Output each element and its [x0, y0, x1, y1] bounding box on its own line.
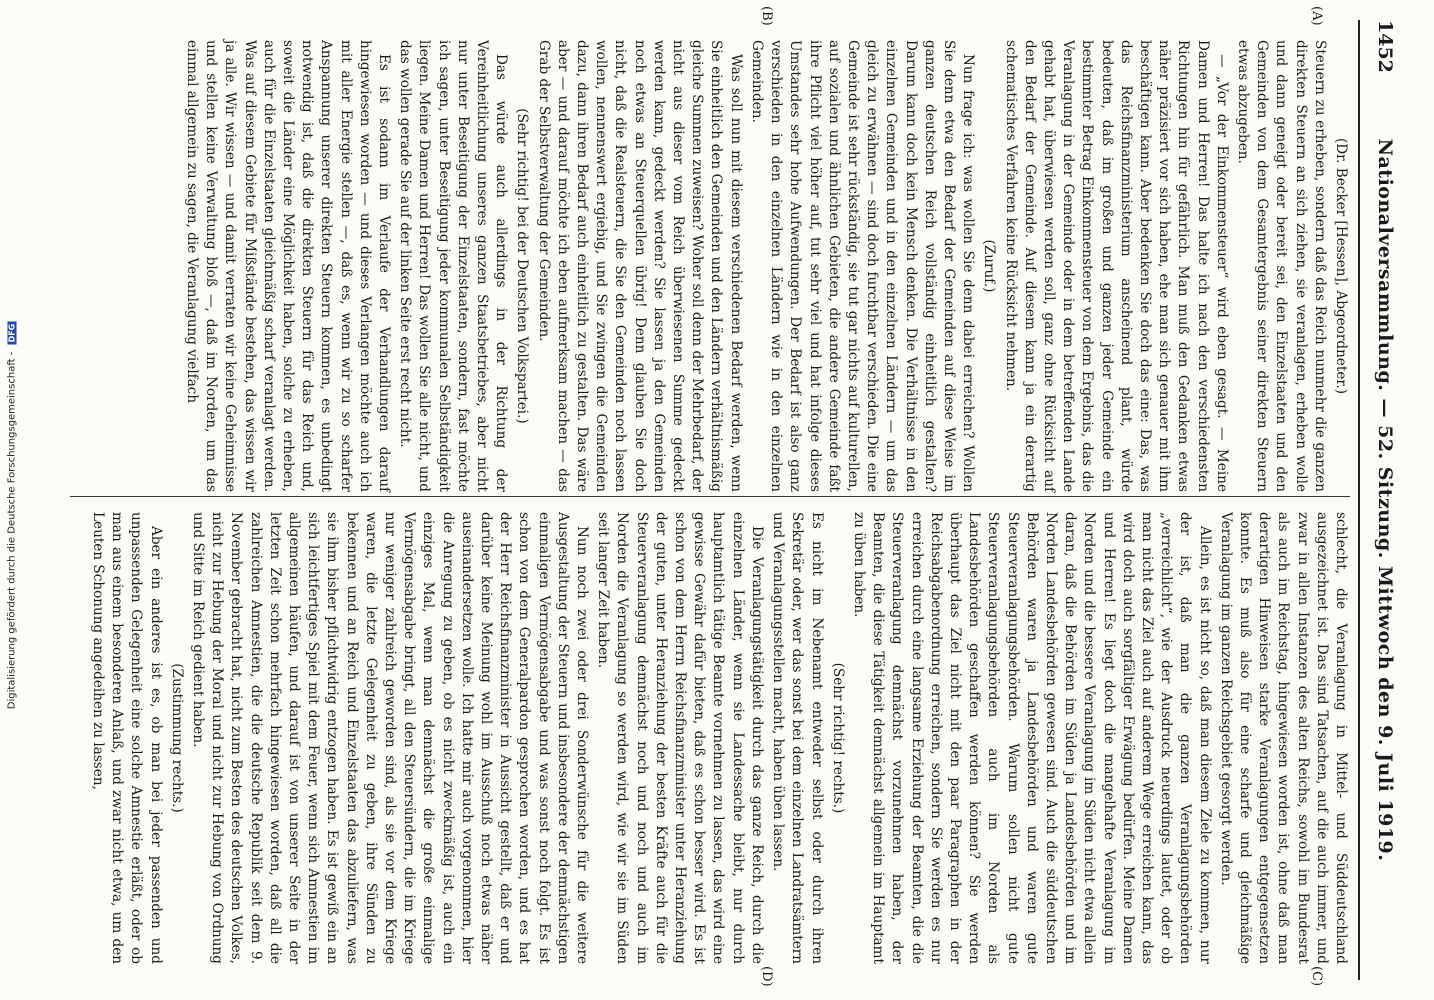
paragraph: Nun frage ich: was wollen Sie denn dabei erreichen? Wollen Sie denn etwa den Bedarf der Gemeinden auf diese Weise im ganzen deutschen Reich vollständig einheitlich gestalten? Darum kann doch kein Mensch denken. Die Verhältnisse in den einzelnen Gemeinden und in den einzelnen Ländern — um das gleich zu erwähnen — sind doch furchtbar verschieden. Die eine Gemeinde ist sehr rückständig, sie tut gar nichts auf kulturellen, auf sozialen und ähnlichen Gebieten, die andere Gemeinde faßt ihre Pflicht viel höher auf, tut sehr viel und hat infolge dieses Umstandes sehr hohe Aufwendungen. Der Bedarf ist also ganz verschieden in den einzelnen Ländern wie in den einzelnen Gemeinden.: [748, 40, 977, 492]
paragraph: Nun noch zwei oder drei Sonderwünsche für die weitere Ausgestaltung der Steuern und insbesondere der demnächstigen einmaligen Vermögensabgabe und was sonst noch folgt. Es ist schon von dem Generalpardon gesprochen worden, und es hat der Herr Reichsfinanzminister in Aussicht gestellt, daß er und darüber keine Meinung wohl im Ausschuß noch etwas näher auseinandersetzen wolle. Ich hatte mir auch vorgenommen, hier die Anregung zu geben, ob es nicht zweckmäßig ist, auch ein einziges Mal, wenn man demnächst die große einmalige Vermögensabgabe bringt, all den Steuersündern, die im Kriege nur weniger zahlreich geworden sind, als sie vor dem Kriege waren, die letzte Gelegenheit zu geben, ihre Sünden zu bekennen und an Reich und Einzelstaaten das abzuliefern, was sie ihm bisher pflichtwidrig entzogen haben. Es ist gewiß ein an sich leichtfertiges Spiel mit dem Feuer, wenn sich Amnestien im allgemeinen häufen, und darauf ist von unserer Seite in der letzten Zeit schon mehrfach hingewiesen worden, daß all die zahlreichen Amnestien, die die deutsche Republik seit dem 9. November gebracht hat, nicht zum Besten des deutschen Volkes, nicht zur Hebung der Moral und nicht zur Hebung von Ordnung und Sitte im Reich gedient haben.: [190, 512, 591, 964]
page-header: [1358, 20, 1400, 980]
paragraph: Steuern zu erheben, sondern daß das Reich nunmehr die ganzen direkten Steuern an sich ziehen, sie veranlagen, erheben wolle und dann geneigt oder bereit sei, den Einzelstaaten und den Gemeinden von dem Gesamtergebnis seiner direkten Steuern etwas abzugeben.: [1234, 40, 1328, 492]
paragraph: Die Veranlagungstätigkeit durch das ganze Reich, durch die einzelnen Länder, wenn sie Landessache bleibt, nur durch hauptamtlich tätige Beamte vornehmen zu lassen, das wird eine gewisse Gewähr dafür bieten, daß es schon besser wird. Es ist schon von dem Herrn Reichsfinanzminister unter Heranziehung der guten, unter Heranziehung der besten Kräfte auch für die Steuerveranlagung demnächst noch und noch und auch im Norden die Veranlagung so werden wird, wie wir sie im Süden seit langer Zeit haben.: [595, 512, 765, 964]
digitization-footer: [2, 50, 16, 990]
paragraph: schlecht, die Veranlagung in Mittel- und Süddeutschland ausgezeichnet ist. Das sind Tatsachen, auf die auch immer, und zwar in allen Instanzen des alten Reichs, sowohl im Bundesrat als auch im Reichstag, hingewiesen worden ist, ohne daß man derartigen Hinweisen starke Veranlagungen entgegensetzen konnte. Es muß also für eine scharfe und gleichmäßige Veranlagung im ganzen Reichsgebiet gesorgt werden.: [1217, 512, 1349, 964]
margin-mark-c: (C): [1309, 966, 1324, 987]
interjection: (Sehr richtig! rechts.): [829, 662, 846, 814]
dfg-logo: DFG: [7, 323, 17, 343]
interjection: (Zuruf.): [981, 239, 998, 293]
paragraph: Es nicht im Nebenamt entweder selbst oder durch ihren Sekretär oder, wer das sonst bei dem einzelnen Landratsämtern und Veranlagungsstellen macht, haben üben lassen.: [770, 512, 825, 964]
margin-mark-d: (D): [759, 966, 774, 987]
paragraph: Was soll nun mit diesem verschiedenen Bedarf werden, wenn Sie einheitlich den Gemeinden und den Ländern verhältnismäßig gleiche Summen zuweisen? Woher soll denn der Mehrbedarf, der nicht aus dieser vom Reich überwiesenen Summe gedeckt werden kann, gedeckt werden? Sie lassen ja den Gemeinden noch etwas an Steuerquellen übrig! Denn glauben Sie doch nicht, daß die Realsteuern, die Sie den Gemeinden noch lassen wollen, nennenswert ergiebig, und Sie zwingen die Gemeinden dazu, dann ihren Bedarf auch einheitlich zu gestalten. Das wäre aber — und darauf möchte ich eben aufmerksam machen — das Grab der Selbstverwaltung der Gemeinden.: [535, 40, 744, 492]
interjection: (Sehr richtig! bei der Deutschen Volkspartei.): [514, 108, 531, 424]
page-title: Nationalversammlung. — 52. Sitzung. Mittwoch den 9. Juli 1919.: [1374, 138, 1396, 862]
paragraph: Allein, es ist nicht so, daß man diesem Ziele zu kommen, nur der ist, daß man die ganzen Veranlagungsbehörden „verreichlicht“, wie der Ausdruck neuerdings lautet, oder ob man nicht das Ziel auch auf anderem Wege erreichen kann, das wird doch auch sorgfältiger Erwägung bedürfen. Meine Damen und Herren! Es liegt doch die mangelhafte Veranlagung im Norden und die bessere Veranlagung im Süden nicht etwa allein daran, daß die Behörden im Süden ja Landesbehörden und im Norden Landesbehörden gewesen sind. Auch die süddeutschen Behörden waren ja Landesbehörden und waren gute Steuerveranlagungsbehörden. Warum sollen nicht gute Steuerveranlagungsbehörden auch im Norden als Landesbehörden geschaffen werden können? Sie werden überhaupt das Ziel nicht mit den paar Paragraphen in der Reichsabgabenordnung erreichen, sondern Sie werden es nur erreichen durch eine langsame Erziehung der Beamten, die die Steuerveranlagung demnächst vorzunehmen haben, der Beamten, die diese Tätigkeit demnächst allgemein im Hauptamt zu üben haben.: [850, 512, 1213, 964]
column-divider: [70, 496, 1350, 497]
interjection: (Zustimmung rechts.): [168, 663, 185, 813]
right-column: [86, 512, 1350, 964]
left-column: [180, 40, 1350, 492]
footer-text-wrapper: [7, 46, 18, 986]
page-number: 1452: [1374, 20, 1396, 73]
speaker-line: (Dr. Becker [Hessen], Abgeordneter.): [1333, 137, 1349, 395]
paragraph: Es ist sodann im Verlaufe der Verhandlungen darauf hingewiesen worden — und dieses Verlangen möchte auch ich mit aller Energie stellen —, daß es, wenn wir zu so scharfer Anspannung unserer direkten Steuern kommen, es unbedingt notwendig ist, daß die direkten Steuern für das Reich und, soweit die Länder eine Möglichkeit haben, solche zu erheben, auch für die Einzelstaaten gleichmäßig scharf veranlagt werden. Was auf diesem Gebiete für Mißstände bestehen, das wissen wir ja alle. Wir wissen — und damit verraten wir keine Geheimnisse und stellen keine Verwaltung bloß —, daß im Norden, um das einmal allgemein zu sagen, die Veranlagung vielfach: [184, 40, 393, 492]
footer-text: Digitalisierung gefördert durch die Deutsche Forschungsgemeinschaft -: [6, 351, 18, 710]
paragraph: — „Vor der Einkommensteuer“ wird eben gesagt. — Meine Damen und Herren! Das halte ich nach den verschiedensten Richtungen hin für gefährlich. Man muß den Gedanken etwas näher präzisiert vor sich haben, ehe man sich genauer mit ihm beschäftigen kann. Aber bedenken Sie doch das eine: Das, was das Reichsfinanzministerium anscheinend plant, würde bedeuten, daß im großen und ganzen jeder Gemeinde ein bestimmter Betrag Einkommensteuer von dem Ergebnis, das die Veranlagung in der Gemeinde oder in dem betreffenden Lande gehabt hat, überwiesen werden soll, ganz ohne Rücksicht auf den Bedarf der Gemeinde. Auf diesem kann ja ein derartig schematisches Verfahren keine Rücksicht nehmen.: [1002, 40, 1230, 492]
paragraph: Aber ein anderes ist es, ob man bei jeder passenden und unpassenden Gelegenheit eine solche Amnestie erläßt, oder ob man aus einem besonderen Anlaß, und zwar nicht etwa, um den Leuten Schonung angedeihen zu lassen,: [90, 512, 164, 964]
margin-mark-a: (A): [1309, 6, 1324, 26]
paragraph: Das würde auch allerdings in der Richtung der Vereinheitlichung unseres ganzen Staatsbetriebes, aber nicht nur unter Beseitigung der Einzelstaaten, sondern, fast möchte ich sagen, unter Beseitigung jeder kommunalen Selbständigkeit liegen. Meine Damen und Herren! Das wollen Sie alle nicht, und das wollen gerade Sie auf der linken Seite erst recht nicht.: [397, 40, 510, 492]
margin-mark-b: (B): [759, 6, 774, 26]
